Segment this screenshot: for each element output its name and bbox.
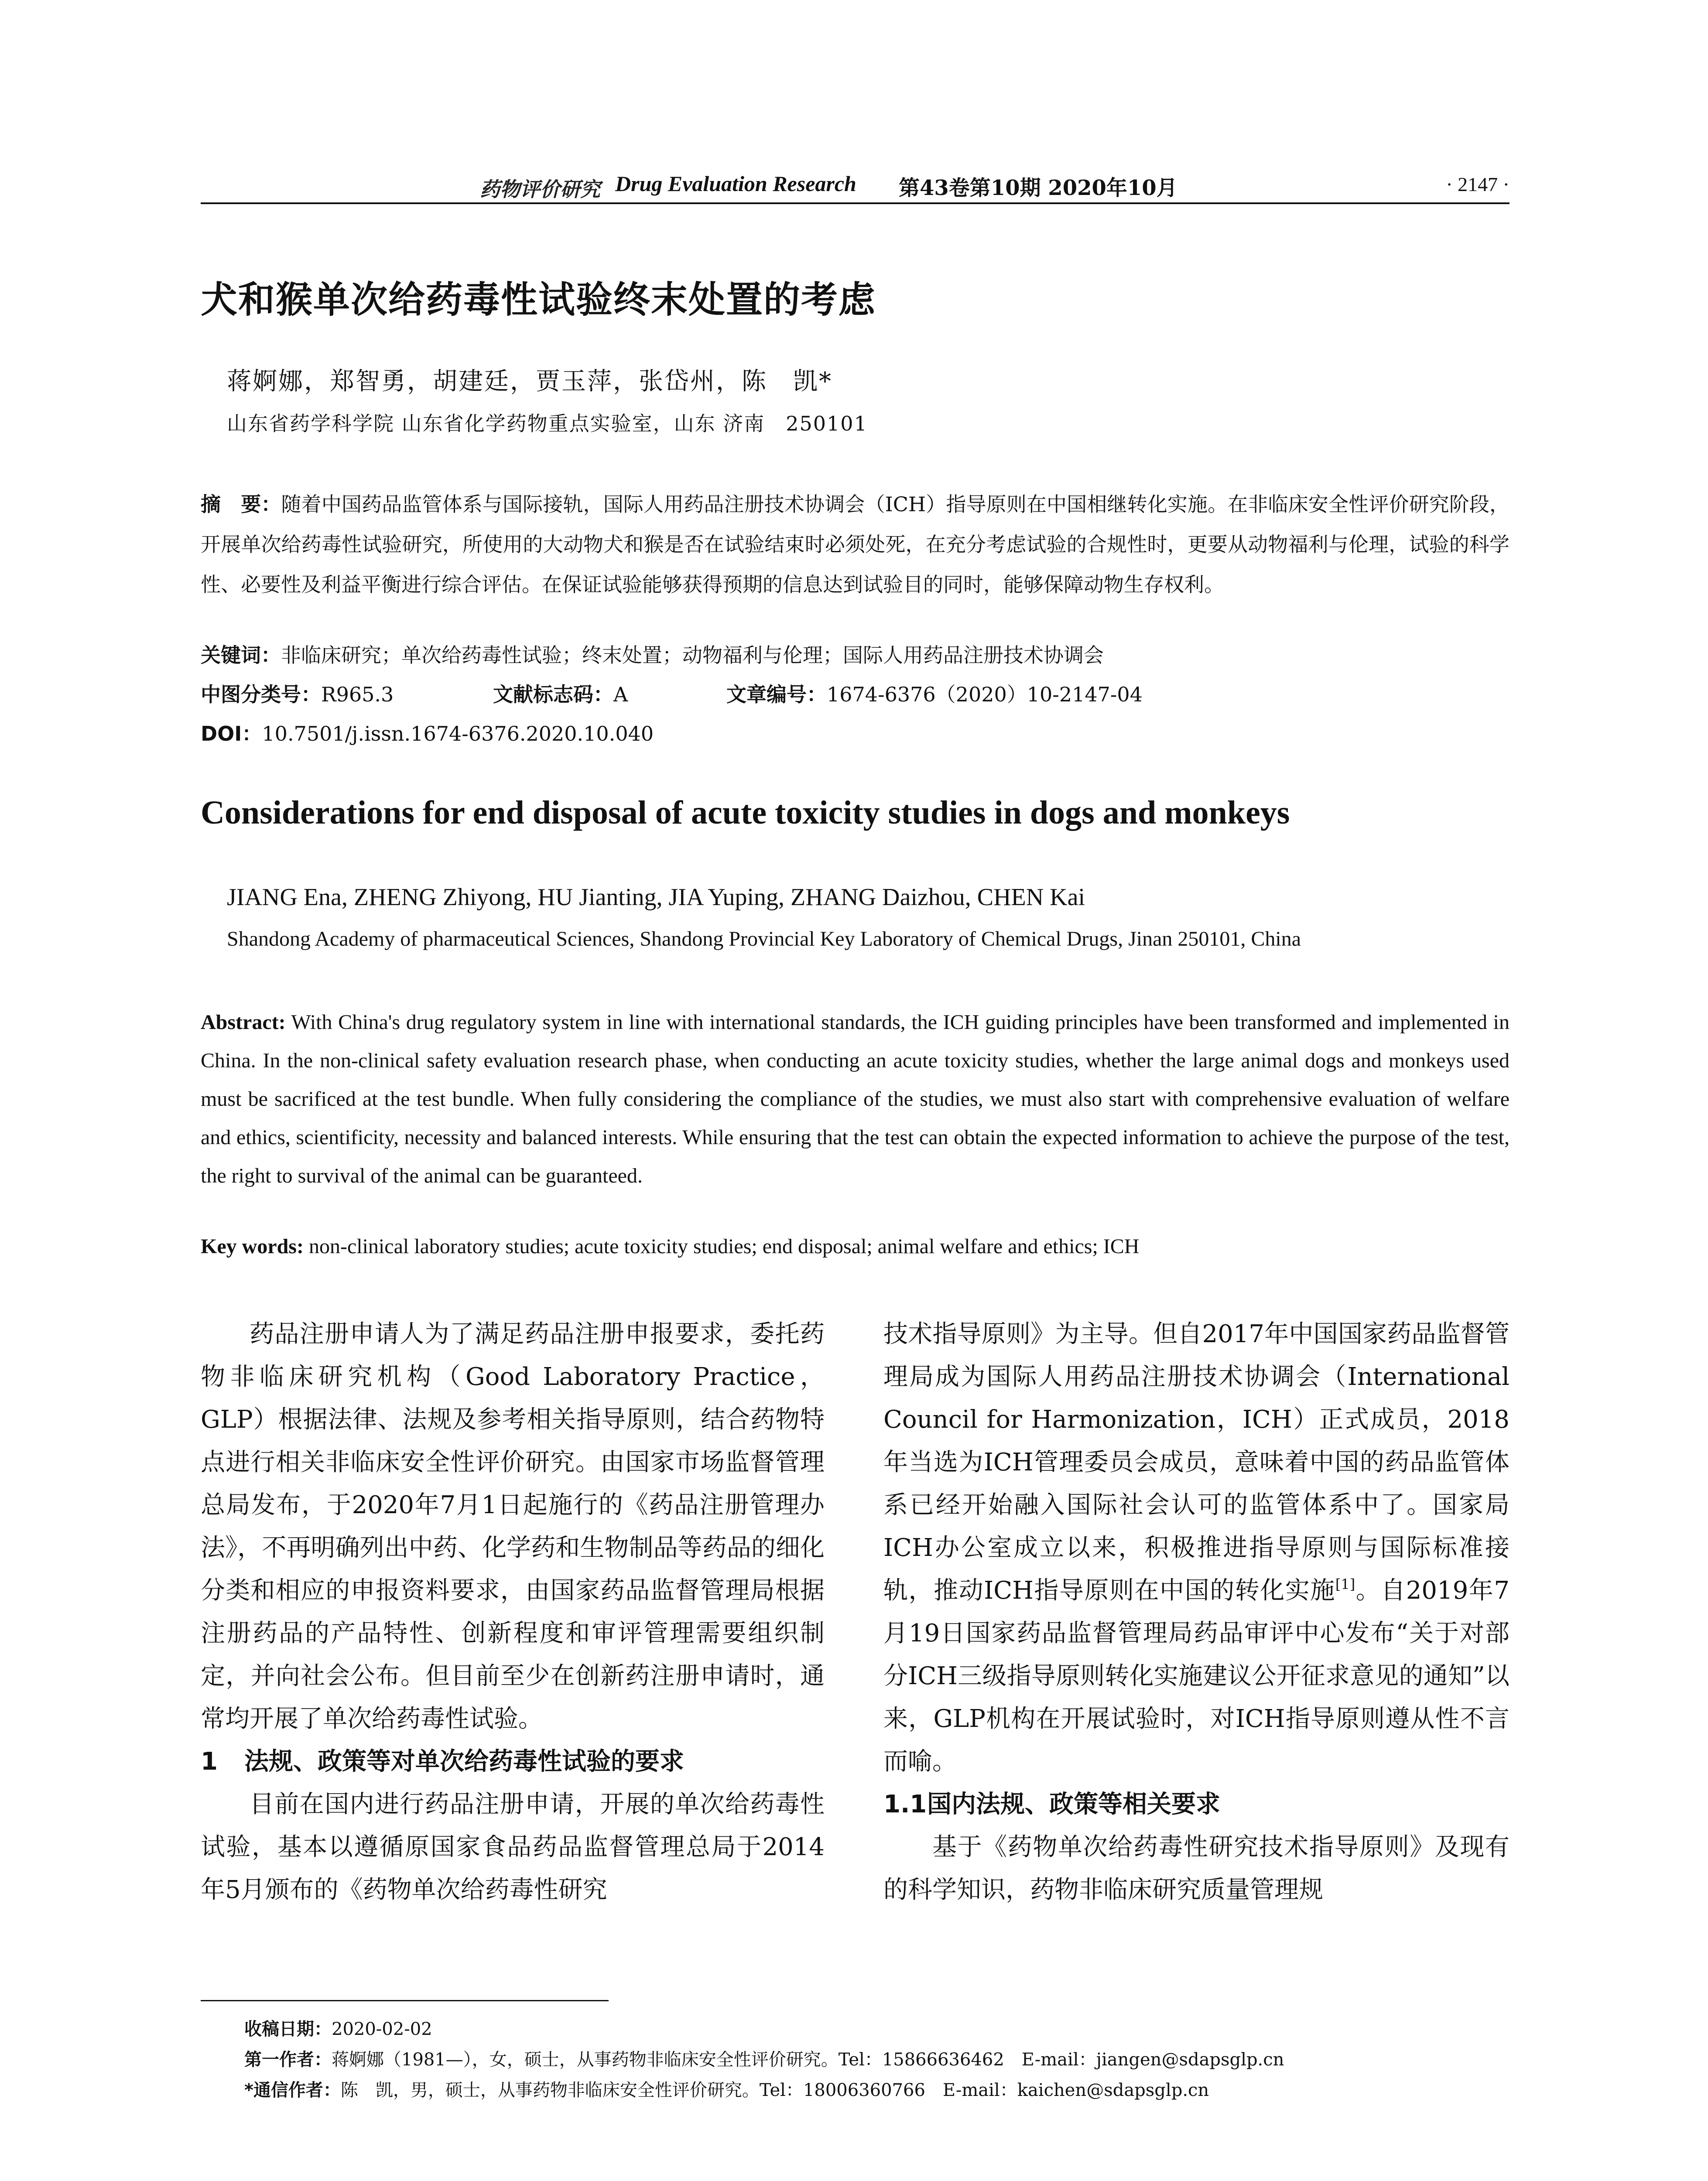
authors-cn: 蒋婀娜，郑智勇，胡建廷，贾玉萍，张岱州，陈 凯* (227, 367, 832, 396)
corresponding-author-info: 陈 凯，男，硕士，从事药物非临床安全性评价研究。Tel：18006360766 E-mail：kaichen@sdapsglp.cn (340, 2080, 1209, 2100)
affiliation-cn: 山东省药学科学院 山东省化学药物重点实验室，山东 济南 250101 (227, 412, 868, 435)
article-number-value: 1674-6376（2020）10-2147-04 (827, 683, 1143, 706)
keywords-cn-label: 关键词： (201, 643, 281, 667)
affiliation-en: Shandong Academy of pharmaceutical Sciences, Shandong Provincial Key Laboratory of Chemical Drugs, Jinan 250101, China (227, 927, 1301, 950)
clc-value: R965.3 (321, 683, 394, 706)
header-rule (201, 202, 1509, 204)
body-text: 。自2019年7月19日国家药品监督管理局药品审评中心发布“关于对部分ICH三级指导原则转化实施建议公开征求意见的通知”以来，GLP机构在开展试验时，对ICH指导原则遵从性不言而喻。 (883, 1576, 1509, 1776)
first-author-info: 蒋婀娜（1981—），女，硕士，从事药物非临床安全性评价研究。Tel：15866636462 E-mail：jiangen@sdapsglp.cn (332, 2050, 1284, 2070)
doc-code-value: A (613, 683, 628, 706)
keywords-en-label: Key words: (201, 1235, 304, 1258)
subsection-title: 国内法规、政策等相关要求 (927, 1790, 1220, 1819)
footnote-received (244, 2015, 432, 2040)
clc-field (201, 679, 394, 708)
running-header (201, 171, 1509, 202)
doc-code-label: 文献标志码： (493, 683, 613, 706)
abstract-cn-text: 随着中国药品监管体系与国际接轨，国际人用药品注册技术协调会（ICH）指导原则在中国相继转化实施。在非临床安全性评价研究阶段，开展单次给药毒性试验研究，所使用的大动物犬和猴是否在试验结束时必须处死，在充分考虑试验的合规性时，更要从动物福利与伦理，试验的科学性、必要性及利益平衡进行综合评估。在保证试验能够获得预期的信息达到试验目的同时，能够保障动物生存权利。 (201, 492, 1510, 596)
doc-code-field (493, 679, 628, 708)
keywords-cn (201, 639, 1509, 668)
article-title-en: Considerations for end disposal of acute toxicity studies in dogs and monkeys (201, 794, 1290, 831)
classification-line (201, 679, 1509, 705)
section-number: 1 (201, 1747, 218, 1776)
abstract-cn-label: 摘 要： (201, 492, 281, 516)
doi-label: DOI： (201, 722, 262, 745)
footnote-rule (201, 2000, 609, 2001)
doi-value: 10.7501/j.issn.1674-6376.2020.10.040 (262, 722, 654, 745)
article-number-field (726, 679, 1143, 708)
clc-label: 中图分类号： (201, 683, 321, 706)
body-paragraph: 目前在国内进行药品注册申请，开展的单次给药毒性试验，基本以遵循原国家食品药品监督管理总局于2014年5月颁布的《药物单次给药毒性研究 (201, 1790, 825, 1904)
section-title: 法规、政策等对单次给药毒性试验的要求 (244, 1747, 684, 1776)
received-date: 2020-02-02 (332, 2019, 432, 2039)
reference-marker[interactable]: [1] (1335, 1576, 1355, 1593)
subsection-heading (883, 1783, 1509, 1826)
body-paragraph (883, 1313, 1509, 1783)
abstract-en (201, 1003, 1509, 1195)
keywords-en-text: non-clinical laboratory studies; acute toxicity studies; end disposal; animal welfare and ethics; ICH (308, 1235, 1140, 1258)
abstract-en-label: Abstract: (201, 1011, 286, 1034)
body-paragraph: 基于《药物单次给药毒性研究技术指导原则》及现有的科学知识，药物非临床研究质量管理规 (883, 1833, 1509, 1904)
body-paragraph: 药品注册申请人为了满足药品注册申报要求，委托药物非临床研究机构（Good Laboratory Practice，GLP）根据法律、法规及参考相关指导原则，结合药物特点进行相关非临床安全性评价研究。由国家市场监督管理总局发布，于2020年7月1日起施行的《药品注册管理办法》，不再明确列出中药、化学药和生物制品等药品的细化分类和相应的申报资料要求，由国家药品监督管理局根据注册药品的产品特性、创新程度和审评管理需要组织制定，并向社会公布。但目前至少在创新药注册申请时，通常均开展了单次给药毒性试验。 (201, 1320, 825, 1733)
page-number: · 2147 · (1446, 173, 1509, 195)
doi-line (201, 718, 654, 747)
first-author-label: 第一作者： (244, 2050, 332, 2070)
journal-logo: 药物评价研究 (480, 178, 600, 201)
issue-info: 第43卷第10期 2020年10月 (899, 176, 1177, 200)
authors-en: JIANG Ena, ZHENG Zhiyong, HU Jianting, JIA Yuping, ZHANG Daizhou, CHEN Kai (227, 884, 1085, 911)
corresponding-label: *通信作者： (244, 2080, 341, 2100)
article-title-cn: 犬和猴单次给药毒性试验终末处置的考虑 (201, 278, 876, 321)
keywords-en (201, 1234, 1509, 1258)
section-heading (201, 1740, 825, 1783)
abstract-cn (201, 484, 1509, 605)
body-column-right (883, 1313, 1509, 1911)
body-text: 技术指导原则》为主导。但自2017年中国国家药品监督管理局成为国际人用药品注册技术协调会（International Council for Harmonization，ICH）正式成员，2018年当选为ICH管理委员会成员，意味着中国的药品监管体系已经开始融入国际社会认可的监管体系中了。国家局ICH办公室成立以来，积极推进指导原则与国际标准接轨，推动ICH指导原则在中国的转化实施 (883, 1320, 1509, 1605)
received-label: 收稿日期： (244, 2019, 332, 2039)
journal-title: Drug Evaluation Research (615, 171, 856, 196)
keywords-cn-text: 非临床研究；单次给药毒性试验；终末处置；动物福利与伦理；国际人用药品注册技术协调会 (281, 643, 1104, 667)
abstract-en-text: With China's drug regulatory system in line with international standards, the ICH guiding principles have been transformed and implemented in China. In the non-clinical safety evaluation research phase, when conducting an acute toxicity studies, whether the large animal dogs and monkeys used must be sacrificed at the test bundle. When fully considering the compliance of the studies, we must also start with comprehensive evaluation of welfare and ethics, scientificity, necessity and balanced interests. While ensuring that the test can obtain the expected information to achieve the purpose of the test, the right to survival of the animal can be guaranteed. (201, 1011, 1509, 1187)
subsection-number: 1.1 (883, 1790, 927, 1819)
footnote-first-author (244, 2046, 1284, 2071)
article-number-label: 文章编号： (726, 683, 827, 706)
body-column-left (201, 1313, 825, 1911)
footnote-corresponding-author (244, 2076, 1209, 2101)
